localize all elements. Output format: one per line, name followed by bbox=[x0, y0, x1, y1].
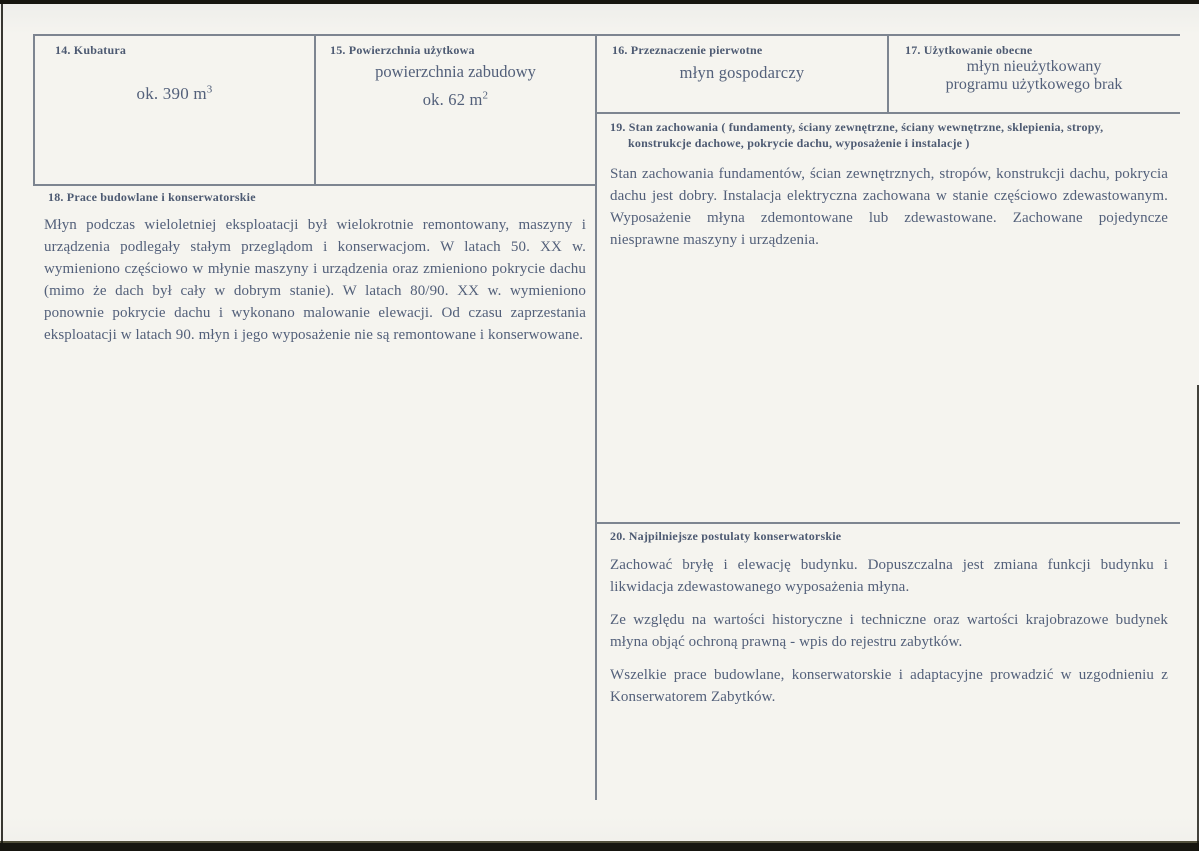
field-19-label-line-1: 19. Stan zachowania ( fundamenty, ściany zewnętrzne, ściany wewnętrzne, sklepienia, stropy, bbox=[610, 120, 1104, 134]
field-14-value-superscript: 3 bbox=[206, 83, 213, 96]
field-15-value bbox=[316, 90, 595, 110]
field-15-label: 15. Powierzchnia użytkowa bbox=[330, 43, 475, 57]
field-20-paragraph-2: Ze względu na wartości historyczne i techniczne oraz wartości krajobrazowe budynek młyna objąć ochroną prawną - wpis do rejestru zabytków. bbox=[610, 612, 1168, 650]
field-20-paragraph-1: Zachować bryłę i elewację budynku. Dopuszczalna jest zmiana funkcji budynku i likwidacja zdewastowanego wyposażenia młyna. bbox=[610, 557, 1168, 595]
border-below-fields-14-15 bbox=[33, 184, 597, 186]
field-17-uzytkowanie-cell bbox=[889, 36, 1179, 112]
field-14-value-text: ok. 390 m bbox=[136, 84, 207, 103]
field-16-przeznaczenie-cell bbox=[597, 36, 887, 112]
field-18-label: 18. Prace budowlane i konserwatorskie bbox=[48, 190, 256, 204]
field-18-prace-budowlane-section bbox=[35, 190, 596, 346]
field-19-label-line-2: konstrukcje dachowe, pokrycie dachu, wyposażenie i instalacje ) bbox=[628, 136, 970, 150]
field-19-stan-zachowania-section bbox=[597, 119, 1180, 251]
field-14-kubatura-cell bbox=[35, 36, 314, 184]
border-below-fields-16-17 bbox=[595, 112, 1180, 114]
field-19-body: Stan zachowania fundamentów, ścian zewnętrznych, stropów, konstrukcji dachu, pokrycia dachu jest dobry. Instalacja elektryczna zachowana w stanie częściowo zdewastowanym. Wyposażenie młyna zdemontowane lub zdewastowane. Zachowane pojedyncze niesprawne maszyny i urządzenia. bbox=[610, 166, 1168, 248]
field-17-value-line-1: młyn nieużytkowany bbox=[966, 58, 1102, 75]
field-17-value-line-2: programu użytkowego brak bbox=[945, 76, 1123, 93]
scan-edge-left bbox=[1, 0, 3, 851]
field-16-value: młyn gospodarczy bbox=[679, 63, 805, 82]
field-17-label: 17. Użytkowanie obecne bbox=[905, 43, 1033, 57]
field-20-label: 20. Najpilniejsze postulaty konserwatorskie bbox=[610, 529, 842, 543]
field-20-paragraph-3: Wszelkie prace budowlane, konserwatorskie i adaptacyjne prowadzić w uzgodnieniu z Konserwatorem Zabytków. bbox=[610, 667, 1168, 705]
field-15-value-text: ok. 62 m bbox=[422, 90, 483, 109]
field-20-postulaty-section bbox=[597, 529, 1180, 708]
field-15-value-superscript: 2 bbox=[482, 89, 489, 102]
field-14-label: 14. Kubatura bbox=[55, 43, 127, 57]
field-15-powierzchnia-cell bbox=[316, 36, 595, 184]
field-14-value bbox=[35, 84, 314, 104]
field-15-note: powierzchnia zabudowy bbox=[375, 62, 536, 81]
scan-edge-bottom bbox=[0, 841, 1199, 851]
field-16-label: 16. Przeznaczenie pierwotne bbox=[612, 43, 763, 57]
scan-edge-top bbox=[0, 0, 1199, 4]
field-18-body: Młyn podczas wieloletniej eksploatacji był wielokrotnie remontowany, maszyny i urządzenia podlegały stałym przeglądom i konserwacjom. W latach 50. XX w. wymieniono częściowo w młynie maszyny i urządzenia oraz zmieniono pokrycie dachu (mimo że dach był cały w dobrym stanie). W latach 80/90. XX w. wymieniono ponownie pokrycie dachu i wykonano malowanie elewacji. Od czasu zaprzestania eksploatacji w latach 90. młyn i jego wyposażenie nie są remontowane i konserwowane. bbox=[44, 217, 586, 343]
border-above-field-20 bbox=[595, 522, 1180, 524]
